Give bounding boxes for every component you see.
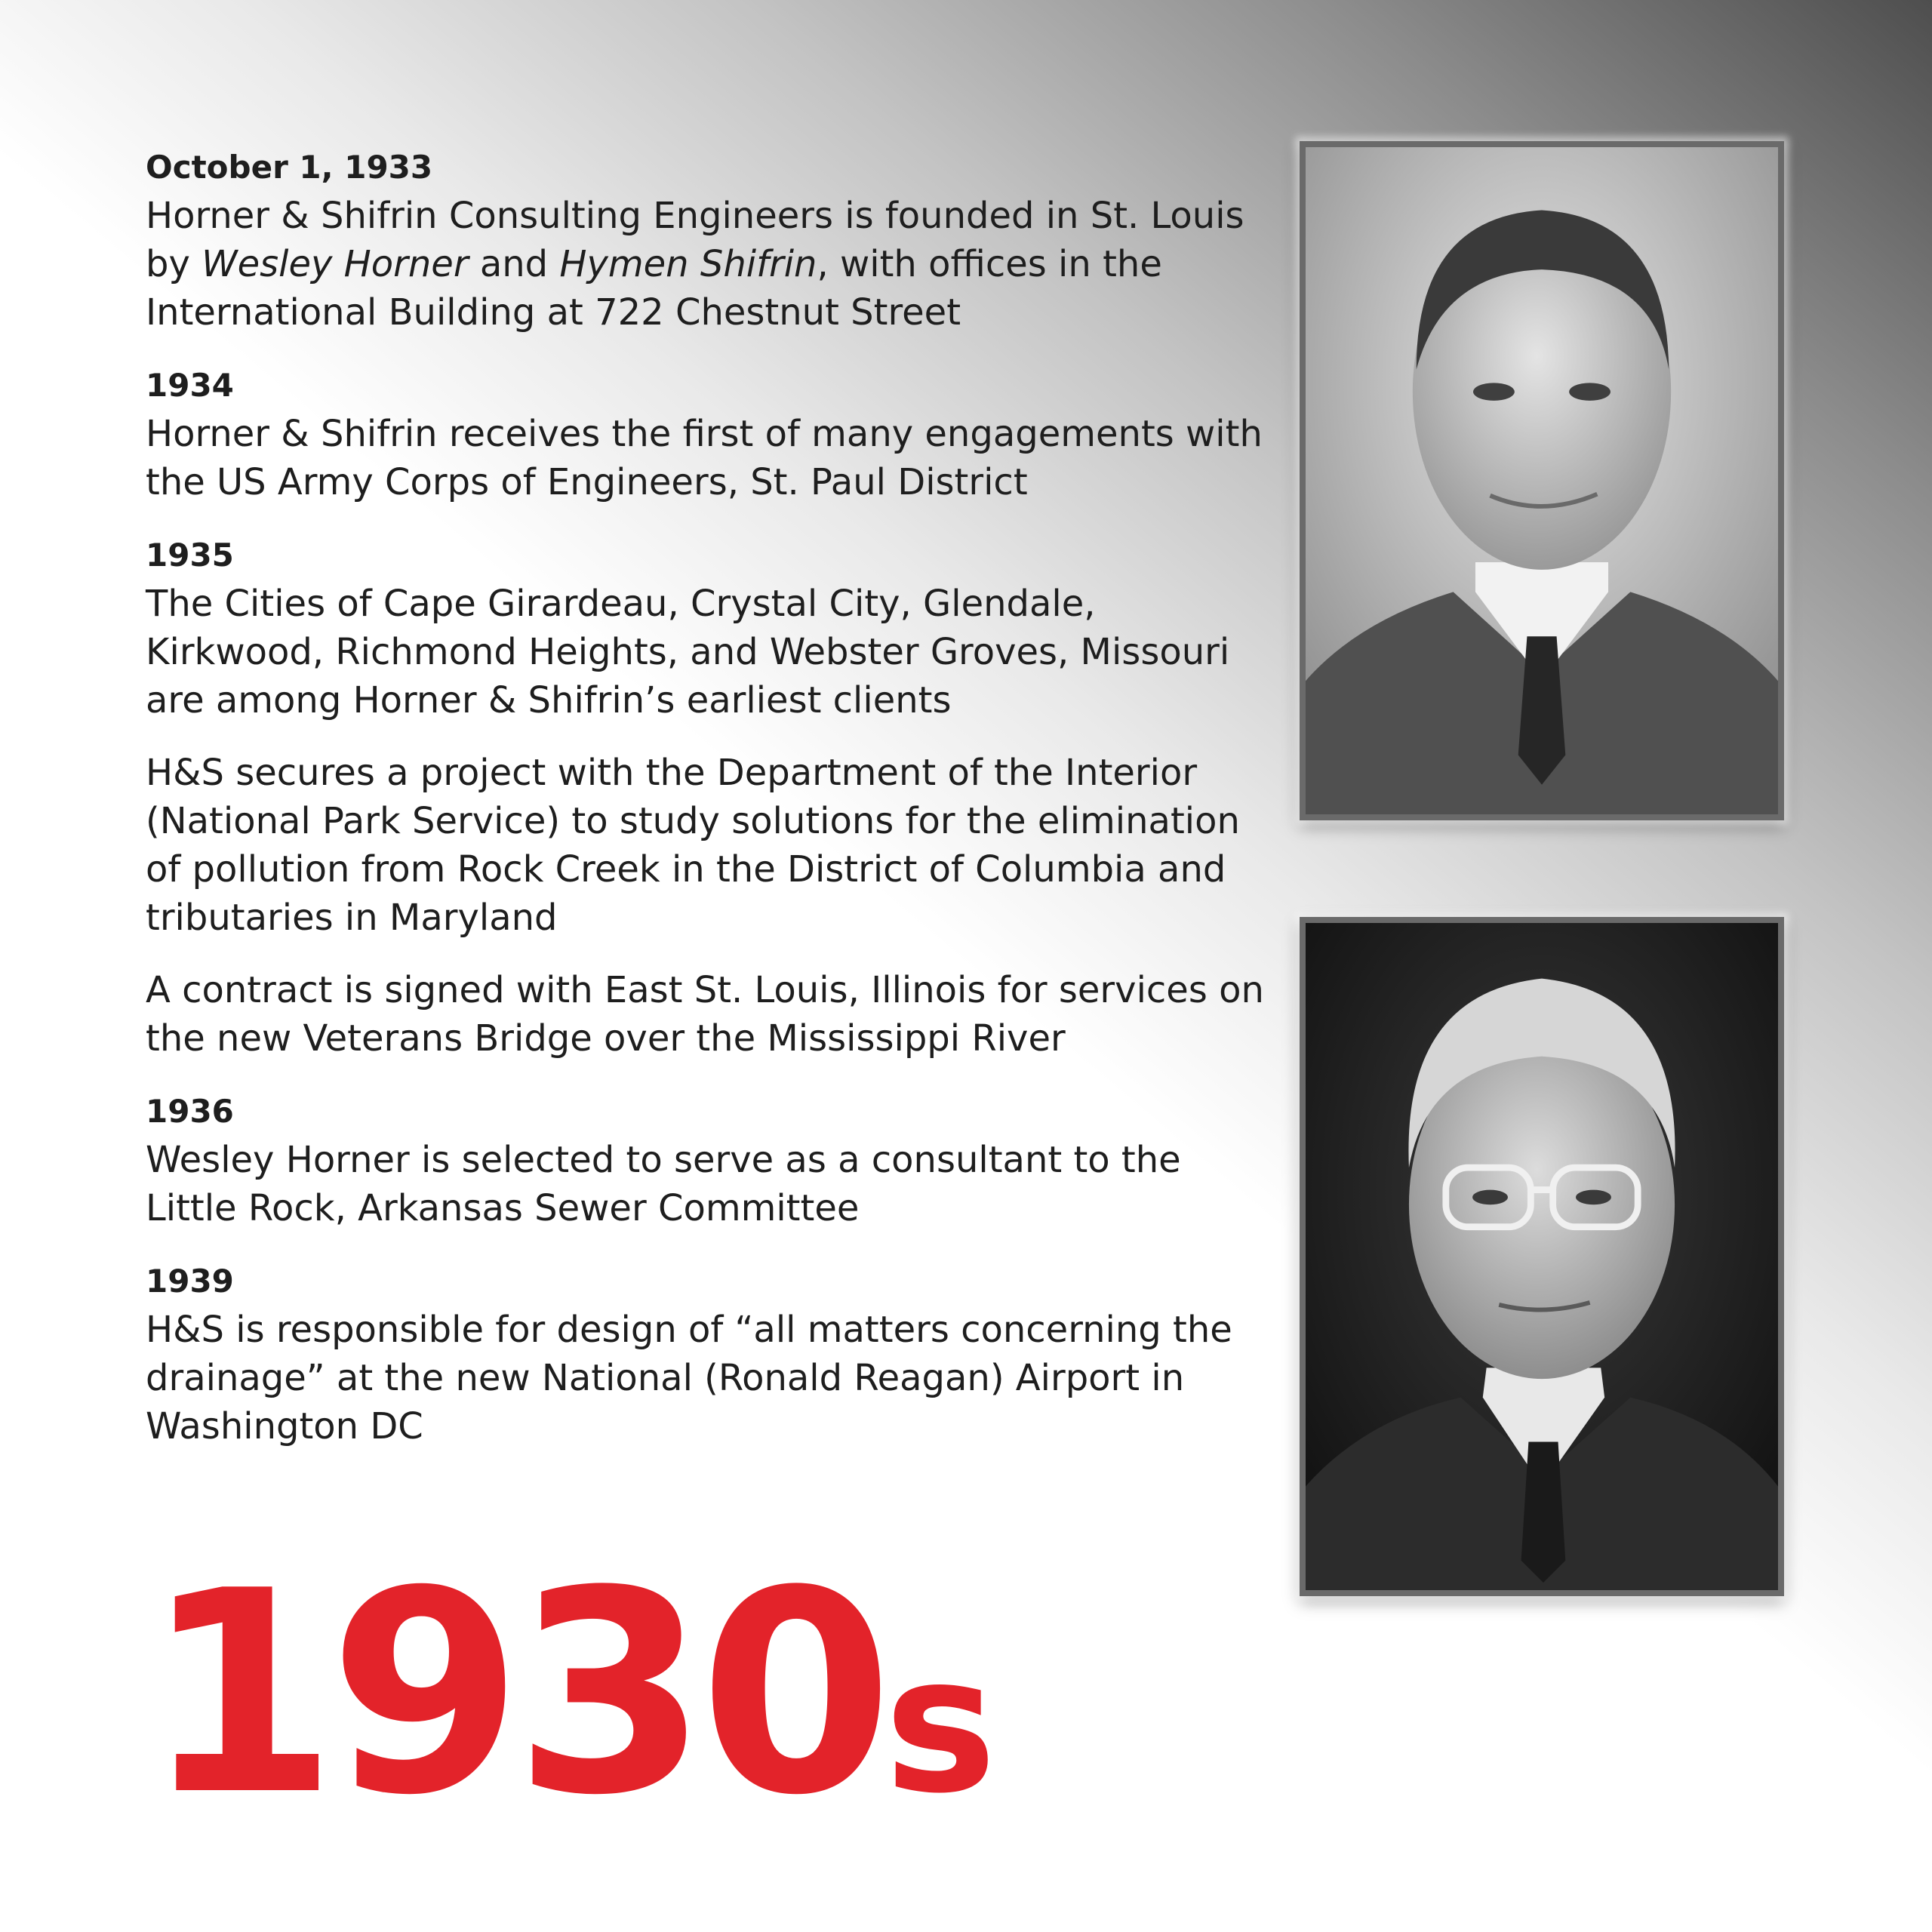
entry-paragraph: H&S is responsible for design of “all matters concerning the drainage” at the new National (Ronald Reagan) Airport in Washington DC: [146, 1309, 1232, 1447]
entry-text: [146, 1306, 1278, 1451]
portrait-photo-wesley-horner: [1300, 141, 1784, 820]
decade-title: [143, 1532, 997, 1857]
entry-text: [146, 1136, 1278, 1232]
entry-paragraph: A contract is signed with East St. Louis, Illinois for services on the new Veterans Bridge over the Mississippi River: [146, 969, 1264, 1060]
timeline-entry: [146, 531, 1278, 1063]
entry-text: [146, 192, 1278, 337]
founder-name-shifrin: Hymen Shifrin: [559, 243, 817, 285]
entry-paragraph: Wesley Horner is selected to serve as a consultant to the Little Rock, Arkansas Sewer Committee: [146, 1139, 1181, 1229]
entry-date: October 1, 1933: [146, 149, 433, 186]
timeline-entry: [146, 1088, 1278, 1232]
portrait-image: [1306, 923, 1778, 1590]
decade-number: 1930: [143, 1532, 884, 1857]
entry-date: 1936: [146, 1093, 234, 1130]
timeline-entry: [146, 361, 1278, 506]
timeline-entry: [146, 143, 1278, 337]
portrait-image: [1306, 147, 1778, 814]
decade-suffix: s: [884, 1615, 997, 1835]
timeline: [146, 143, 1278, 1475]
entry-text: [146, 580, 1278, 1063]
founder-name-horner: Wesley Horner: [202, 243, 469, 285]
entry-paragraph: [146, 192, 1278, 337]
text-run: Horner & Shifrin Consulting Engineers is founded in St. Louis by: [146, 195, 1244, 285]
portrait-photo-hymen-shifrin: [1300, 917, 1784, 1596]
entry-date: 1935: [146, 537, 234, 574]
entry-paragraph: H&S secures a project with the Department of the Interior (National Park Service) to study solutions for the elimination of pollution from Rock Creek in the District of Columbia and tributaries in Maryland: [146, 752, 1240, 939]
text-run: , with offices in the International Building at 722 Chestnut Street: [146, 243, 1162, 334]
timeline-entry: [146, 1257, 1278, 1451]
entry-text: [146, 410, 1278, 506]
text-run: and: [468, 243, 560, 285]
entry-date: 1934: [146, 367, 234, 404]
entry-paragraph: Horner & Shifrin receives the first of many engagements with the US Army Corps of Engineers, St. Paul District: [146, 413, 1263, 503]
entry-paragraph: The Cities of Cape Girardeau, Crystal City, Glendale, Kirkwood, Richmond Heights, and Webster Groves, Missouri are among Horner & Shifrin’s earliest clients: [146, 583, 1230, 721]
entry-date: 1939: [146, 1263, 234, 1300]
